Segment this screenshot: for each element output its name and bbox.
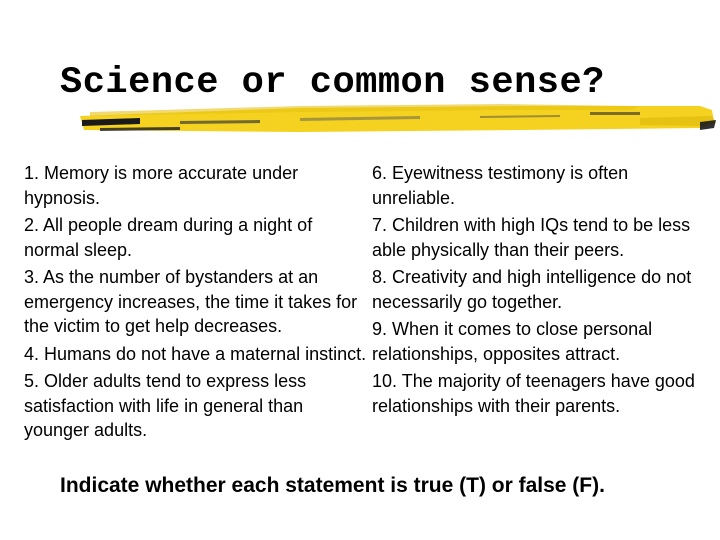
statement-4: 4. Humans do not have a maternal instinct. [24,343,367,364]
statement-9: 9. When it comes to close personal relationships, opposites attract. [372,319,653,364]
statement-2: 2. All people dream during a night of normal sleep. [24,215,313,260]
statement-3: 3. As the number of bystanders at an emergency increases, the time it takes for the victim to get help decreases. [24,267,358,336]
slide-title: Science or common sense? [60,62,605,104]
statement-5: 5. Older adults tend to express less satisfaction with life in general than younger adults. [24,371,307,440]
title-underline-brush-stroke [0,98,720,143]
statement-6: 6. Eyewitness testimony is often unreliable. [372,163,629,208]
instruction-text: Indicate whether each statement is true (T) or false (F). [60,474,605,497]
statement-7: 7. Children with high IQs tend to be less able physically than their peers. [372,215,691,260]
statements-right-column [372,161,712,418]
statement-1: 1. Memory is more accurate under hypnosis. [24,163,299,208]
statement-8: 8. Creativity and high intelligence do not necessarily go together. [372,267,692,312]
statements-left-column [24,161,369,443]
statement-10: 10. The majority of teenagers have good relationships with their parents. [372,371,695,416]
